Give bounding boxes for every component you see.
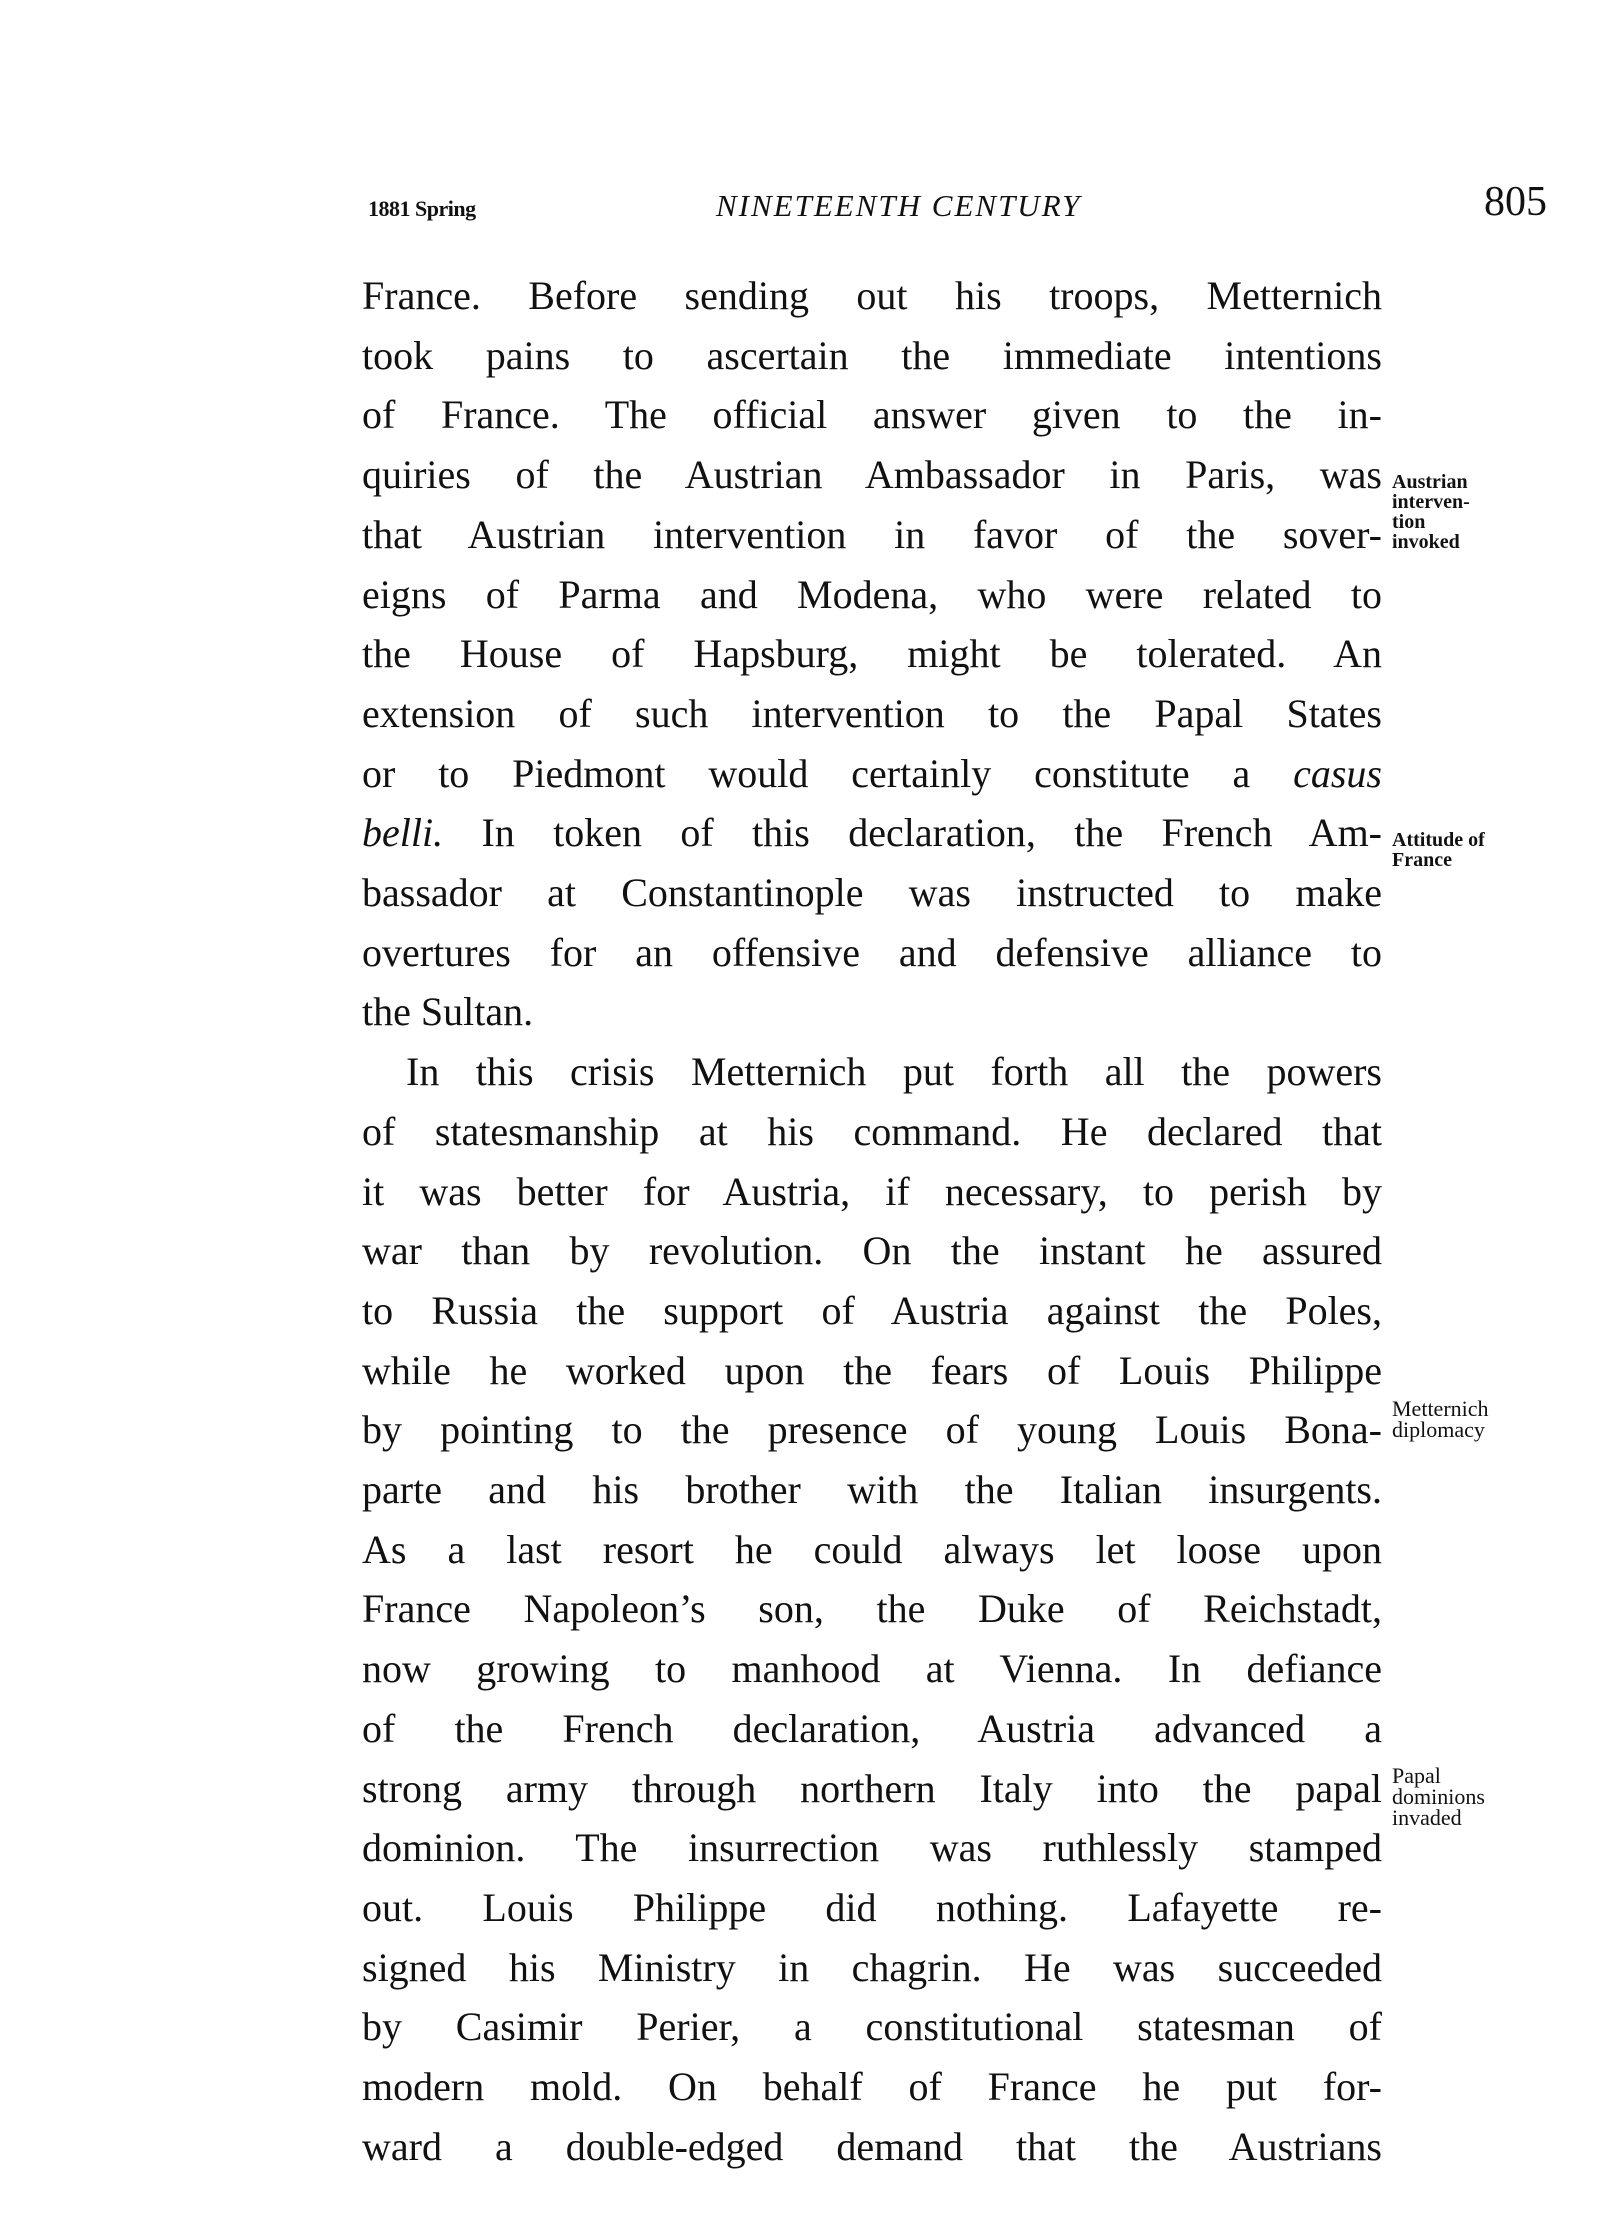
margin-note: Metternich diplomacy	[1392, 1396, 1489, 1442]
text-line: while he worked upon the fears of Louis Philippe	[362, 1347, 1382, 1393]
margin-note: Attitude of France	[1392, 829, 1485, 871]
text-line: the House of Hapsburg, might be tolerated. An	[362, 631, 1382, 677]
text-line: quiries of the Austrian Ambassador in Paris, was	[362, 452, 1382, 498]
text-line: took pains to ascertain the immediate intentions	[362, 332, 1382, 378]
text-line: As a last resort he could always let loose upon	[362, 1526, 1382, 1572]
running-head-left: 1881 Spring	[368, 196, 476, 221]
text-line: by pointing to the presence of young Louis Bona-	[362, 1407, 1382, 1453]
text-line: or to Piedmont would certainly constitute a casus	[362, 750, 1382, 796]
text-line: signed his Ministry in chagrin. He was succeeded	[362, 1944, 1382, 1990]
text-line: dominion. The insurrection was ruthlessly stamped	[362, 1825, 1382, 1871]
text-line: now growing to manhood at Vienna. In defiance	[362, 1646, 1382, 1692]
text-line: it was better for Austria, if necessary, to perish by	[362, 1168, 1382, 1214]
text-line: out. Louis Philippe did nothing. Lafayette re-	[362, 1884, 1382, 1930]
text-line: In this crisis Metternich put forth all the powers	[406, 1049, 1382, 1095]
text-line: that Austrian intervention in favor of the sover-	[362, 511, 1382, 557]
text-line: war than by revolution. On the instant he assured	[362, 1228, 1382, 1274]
text-line: France Napoleon’s son, the Duke of Reichstadt,	[362, 1586, 1382, 1632]
page-number: 805	[1484, 179, 1547, 225]
margin-note: Papal dominions invaded	[1392, 1763, 1485, 1830]
text-line: eigns of Parma and Modena, who were related to	[362, 571, 1382, 617]
text-line: to Russia the support of Austria against the Poles,	[362, 1287, 1382, 1333]
text-line: extension of such intervention to the Papal States	[362, 690, 1382, 736]
text-line: bassador at Constantinople was instructed to make	[362, 870, 1382, 915]
text-line: parte and his brother with the Italian insurgents.	[362, 1467, 1382, 1512]
text-line: strong army through northern Italy into the papal	[362, 1765, 1382, 1811]
text-line: France. Before sending out his troops, Metternich	[362, 273, 1382, 318]
text-line: belli. In token of this declaration, the French Am-	[362, 810, 1382, 856]
text-line: of France. The official answer given to the in-	[362, 392, 1382, 438]
text-line: modern mold. On behalf of France he put for-	[362, 2064, 1382, 2109]
text-line: of statesmanship at his command. He declared that	[362, 1108, 1382, 1154]
running-head-title: NINETEENTH CENTURY	[716, 188, 1082, 223]
text-line: ward a double-edged demand that the Austrians	[362, 2123, 1382, 2169]
text-line: overtures for an offensive and defensive alliance to	[362, 929, 1382, 975]
text-line: of the French declaration, Austria advanced a	[362, 1705, 1382, 1751]
text-line: the Sultan.	[362, 989, 534, 1035]
text-line: by Casimir Perier, a constitutional statesman of	[362, 2004, 1382, 2050]
margin-note: Austrian interven- tion invoked	[1392, 471, 1470, 553]
